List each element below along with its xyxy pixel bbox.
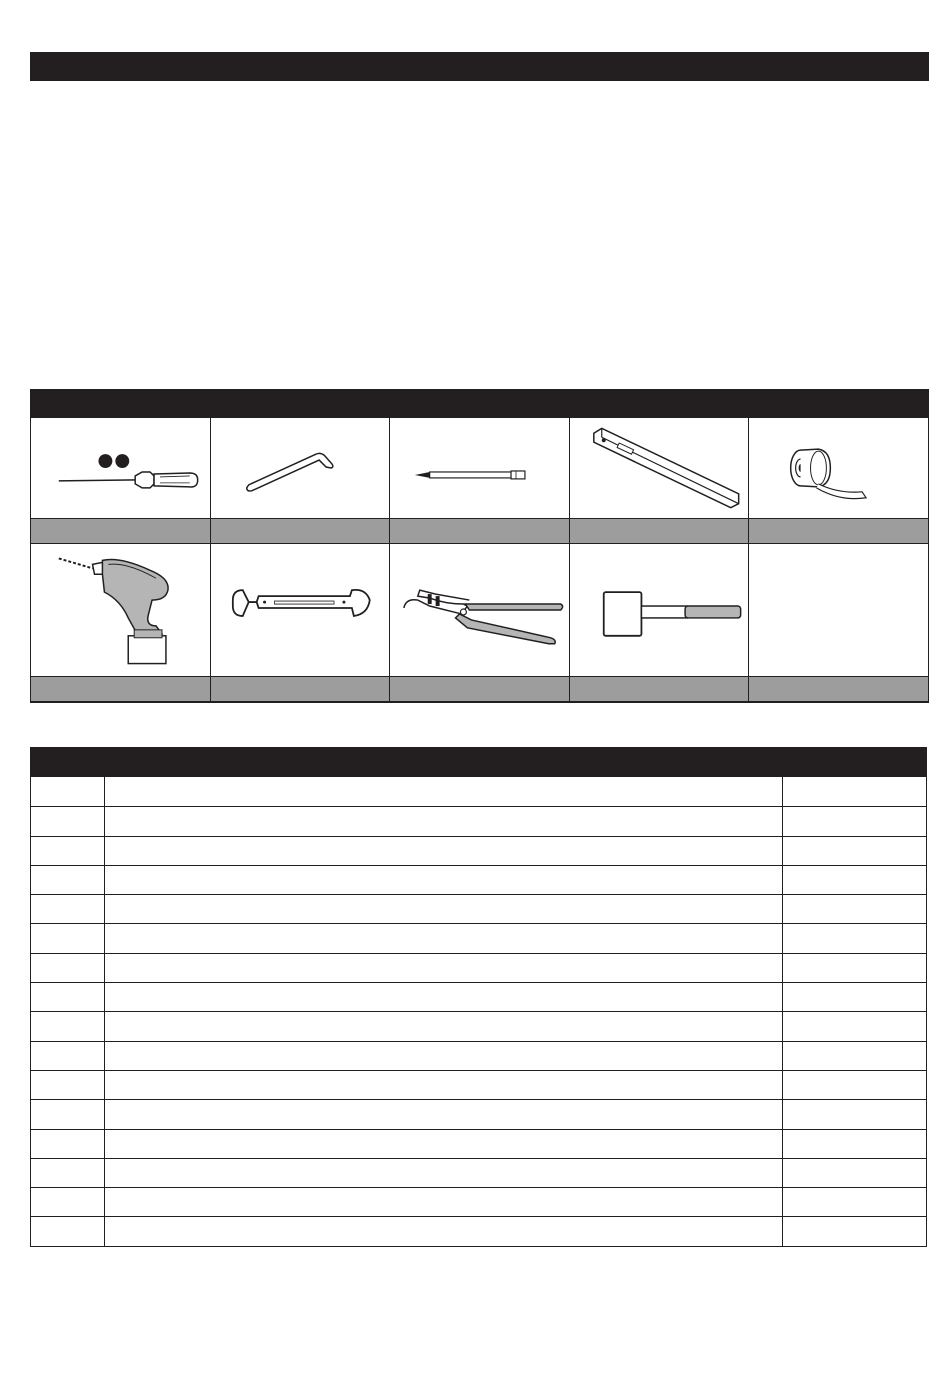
tool-cell-water-pump-pliers [390,544,570,676]
cell-number [31,924,105,952]
cell-number [31,837,105,865]
table-row [31,1129,926,1158]
cell-number [31,1071,105,1099]
cell-number [31,895,105,923]
cell-quantity [783,1012,926,1040]
cell-description [105,1100,783,1128]
cell-description [105,1159,783,1187]
cell-quantity [783,866,926,894]
tool-label [570,518,750,544]
table-row [31,1099,926,1128]
cell-quantity [783,1100,926,1128]
cell-quantity [783,1217,926,1245]
table-row [31,1216,926,1245]
table-row [31,982,926,1011]
cell-quantity [783,807,926,835]
header-quantity [783,747,926,777]
cell-description [105,777,783,806]
tool-cell-pencil [390,418,570,518]
cell-number [31,1042,105,1070]
tools-grid [30,418,929,703]
table-row [31,806,926,835]
tool-label [211,518,391,544]
cell-quantity [783,1130,926,1158]
rubber-mallet-icon [570,544,749,676]
tool-label [31,518,211,544]
tool-cell-ptfe-tape [749,418,929,518]
table-row [31,1070,926,1099]
cell-number [31,1130,105,1158]
table-row [31,894,926,923]
tool-cell-rubber-mallet [570,544,750,676]
header-number [31,747,105,777]
tool-cell-screwdriver [31,418,211,518]
tools-labels-row-1 [31,518,929,544]
table-row [31,777,926,806]
tool-cell-spanner [211,544,391,676]
cell-number [31,866,105,894]
header-description [105,747,783,777]
cell-quantity [783,1188,926,1216]
ptfe-tape-icon [749,418,928,518]
cell-description [105,807,783,835]
cell-quantity [783,1159,926,1187]
tools-row-1 [31,418,929,518]
cell-number [31,1100,105,1128]
table-row [31,836,926,865]
table-row [31,1041,926,1070]
tool-cell-spirit-level [570,418,750,518]
allen-key-icon [211,418,390,518]
cell-number [31,777,105,806]
cell-quantity [783,895,926,923]
cell-description [105,1188,783,1216]
power-drill-icon [31,544,210,676]
cell-number [31,1217,105,1245]
tool-label [390,518,570,544]
cell-number [31,1188,105,1216]
cell-quantity [783,983,926,1011]
tool-label [390,676,570,702]
tool-label [31,676,211,702]
cell-description [105,837,783,865]
table-row [31,923,926,952]
table-row [31,1158,926,1187]
tools-row-2 [31,544,929,676]
cell-number [31,983,105,1011]
cell-quantity [783,1042,926,1070]
cell-description [105,1130,783,1158]
cell-number [31,807,105,835]
tool-label [570,676,750,702]
tool-cell-allen-key [211,418,391,518]
cell-description [105,924,783,952]
cell-quantity [783,924,926,952]
cell-quantity [783,777,926,806]
cell-quantity [783,837,926,865]
screwdriver-icon [31,418,210,518]
parts-list-table [30,747,927,1247]
cell-description [105,983,783,1011]
tool-cell-power-drill [31,544,211,676]
pencil-icon [390,418,569,518]
tool-cell-empty [749,544,929,676]
cell-number [31,954,105,982]
table-row [31,865,926,894]
tools-labels-row-2 [31,676,929,702]
parts-list-header [31,747,926,777]
spanner-icon [211,544,390,676]
cell-description [105,1042,783,1070]
table-row [31,1187,926,1216]
cell-number [31,1012,105,1040]
cell-description [105,866,783,894]
cell-description [105,954,783,982]
tools-header-bar [30,389,929,418]
section-header-bar [30,52,929,81]
cell-number [31,1159,105,1187]
water-pump-pliers-icon [390,544,569,676]
cell-quantity [783,954,926,982]
spirit-level-icon [570,418,749,518]
parts-list-body [31,777,926,1246]
tool-label [211,676,391,702]
table-row [31,953,926,982]
cell-description [105,1071,783,1099]
cell-description [105,895,783,923]
tool-label [749,518,929,544]
cell-description [105,1217,783,1245]
tool-label [749,676,929,702]
cell-quantity [783,1071,926,1099]
table-row [31,1011,926,1040]
cell-description [105,1012,783,1040]
